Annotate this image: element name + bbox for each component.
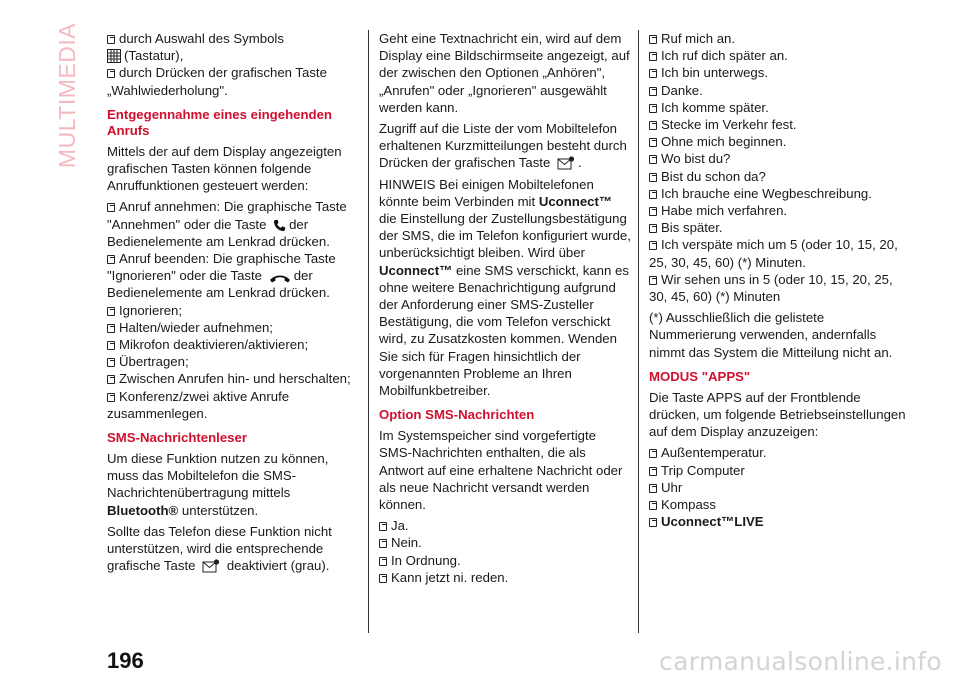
column-divider [638,30,639,633]
bullet-icon [649,190,657,199]
paragraph: Um diese Funktion nutzen zu können, muss das Mobiltelefon die SMS-Nachrichtenübertragung mittels Bluetooth® unterstützen. [107,451,329,518]
bullet-item: Zwischen Anrufen hin- und herschalten; [107,370,357,387]
bullet-icon [649,484,657,493]
page-number: 196 [107,648,144,673]
bullet-icon [379,574,387,583]
list-item: Trip Computer [649,462,911,479]
bullet-icon [107,69,115,78]
column-1 [107,30,357,578]
bullet-icon [649,52,657,61]
paragraph: Geht eine Textnachricht ein, wird auf dem Display eine Bildschirmseite angezeigt, auf der zwischen den Optionen „Anhören", „Anrufen" oder „Ignorieren" ausgewählt werden kann. [379,31,630,115]
column-3 [649,30,911,530]
bullet-item: Ignorieren; [107,302,357,319]
heading-incoming-call: Entgegennahme eines eingehenden Anrufs [107,106,332,138]
list-item: Habe mich verfahren. [649,202,911,219]
list-item: In Ordnung. [379,552,631,569]
bullet-icon [649,35,657,44]
column-2 [379,30,631,586]
bullet-icon [649,104,657,113]
bullet-icon [379,522,387,531]
bullet-icon [379,539,387,548]
bullet-item: Anruf beenden: Die graphische Taste "Ignorieren" oder die Taste der Bedienelemente am Lenkrad drücken. [107,251,336,301]
bullet-icon [649,501,657,510]
list-item: Danke. [649,82,911,99]
bullet-icon [649,241,657,250]
bullet-icon [649,518,657,527]
bullet-item: Konferenz/zwei aktive Anrufe zusammenlegen. [107,388,290,421]
bullet-icon [107,375,115,384]
watermark: carmanualsonline.info [659,647,942,676]
list-item: Ich ruf dich später an. [649,47,911,64]
bullet-icon [107,324,115,333]
footnote: (*) Ausschließlich die gelistete Nummerierung verwenden, andernfalls nimmt das System die Mitteilung nicht an. [649,310,893,360]
bullet-icon [649,138,657,147]
bullet-item: durch Auswahl des Symbols (Tastatur), [107,30,357,64]
column-divider [368,30,369,633]
bullet-icon [649,87,657,96]
paragraph: Im Systemspeicher sind vorgefertigte SMS-Nachrichten enthalten, die als Antwort auf eine erhaltene Nachricht oder als neue Nachricht versandt werden können. [379,428,623,513]
paragraph: Zugriff auf die Liste der vom Mobiltelefon erhaltenen Kurzmitteilungen besteht durch Drücken der grafischen Taste . [379,121,627,171]
bullet-icon [649,121,657,130]
bullet-icon [107,358,115,367]
bullet-icon [107,307,115,316]
section-side-title: MULTIMEDIA [54,22,81,168]
paragraph: HINWEIS Bei einigen Mobiltelefonen könnte beim Verbinden mit Uconnect™ die Einstellung der Zustellungsbestätigung der SMS, die im Telefon konfiguriert wurde, unberücksichtigt bleiben. Wird über Uconnect™ eine SMS verschickt, kann es ohne weitere Benachrichtigung aufgrund der Anforderung einer SMS-Zusteller Bestätigung, die vom Telefon verschickt wird, zu Zusatzkosten kommen. Wenden Sie sich für Fragen hinsichtlich der vorgenannten Probleme an Ihren Mobilfunkbetreiber. [379,176,631,399]
bullet-icon [649,449,657,458]
list-item: Ich verspäte mich um 5 (oder 10, 15, 20, 25, 30, 45, 60) (*) Minuten. [649,237,898,270]
heading-sms-options: Option SMS-Nachrichten [379,407,535,423]
bullet-item: Mikrofon deaktivieren/aktivieren; [107,336,357,353]
list-item: Stecke im Verkehr fest. [649,116,911,133]
list-item: Wo bist du? [649,150,911,167]
bullet-icon [649,467,657,476]
bullet-icon [107,203,115,212]
bullet-icon [649,207,657,216]
list-item: Nein. [379,534,631,551]
list-item: Wir sehen uns in 5 (oder 10, 15, 20, 25, 30, 45, 60) (*) Minuten [649,271,893,305]
heading-sms-reader: SMS-Nachrichtenleser [107,430,247,446]
paragraph: Sollte das Telefon diese Funktion nicht unterstützen, wird die entsprechende grafische Taste deaktiviert (grau). [107,523,332,574]
sms-icon [557,156,575,170]
bullet-item: Anruf annehmen: Die graphische Taste "Annehmen" oder die Taste der Bedienelemente am Lenkrad drücken. [107,199,347,249]
bullet-icon [107,35,115,44]
bullet-icon [107,255,115,264]
bullet-item: durch Drücken der grafischen Taste „Wahlwiederholung". [107,65,327,98]
list-item: Ja. [379,517,631,534]
bullet-icon [649,276,657,285]
bullet-icon [107,341,115,350]
list-item: Bis später. [649,219,911,236]
bullet-icon [649,224,657,233]
list-item: Kann jetzt ni. reden. [379,569,631,586]
list-item: Ich komme später. [649,99,911,116]
keyboard-icon [107,49,121,63]
list-item: Bist du schon da? [649,168,911,185]
list-item: Ich bin unterwegs. [649,64,911,81]
list-item: Außentemperatur. [649,444,911,461]
bullet-icon [649,69,657,78]
phone-answer-icon [273,219,286,232]
bullet-icon [649,155,657,164]
heading-apps-mode: MODUS "APPS" [649,368,751,384]
bullet-item: Übertragen; [107,353,357,370]
bullet-icon [107,393,115,402]
sms-icon [202,559,220,573]
bullet-icon [379,557,387,566]
list-item: Uhr [649,479,911,496]
phone-hangup-icon [269,273,291,283]
list-item: Uconnect™LIVE [649,513,911,530]
paragraph: Mittels der auf dem Display angezeigten grafischen Tasten können folgende Anruffunktionen gesteuert werden: [107,143,342,194]
list-item: Ich brauche eine Wegbeschreibung. [649,185,911,202]
list-item: Ohne mich beginnen. [649,133,911,150]
bullet-icon [649,173,657,182]
list-item: Ruf mich an. [649,30,911,47]
list-item: Kompass [649,496,911,513]
paragraph: Die Taste APPS auf der Frontblende drücken, um folgende Betriebseinstellungen auf dem Display anzuzeigen: [649,389,906,440]
bullet-item: Halten/wieder aufnehmen; [107,319,357,336]
